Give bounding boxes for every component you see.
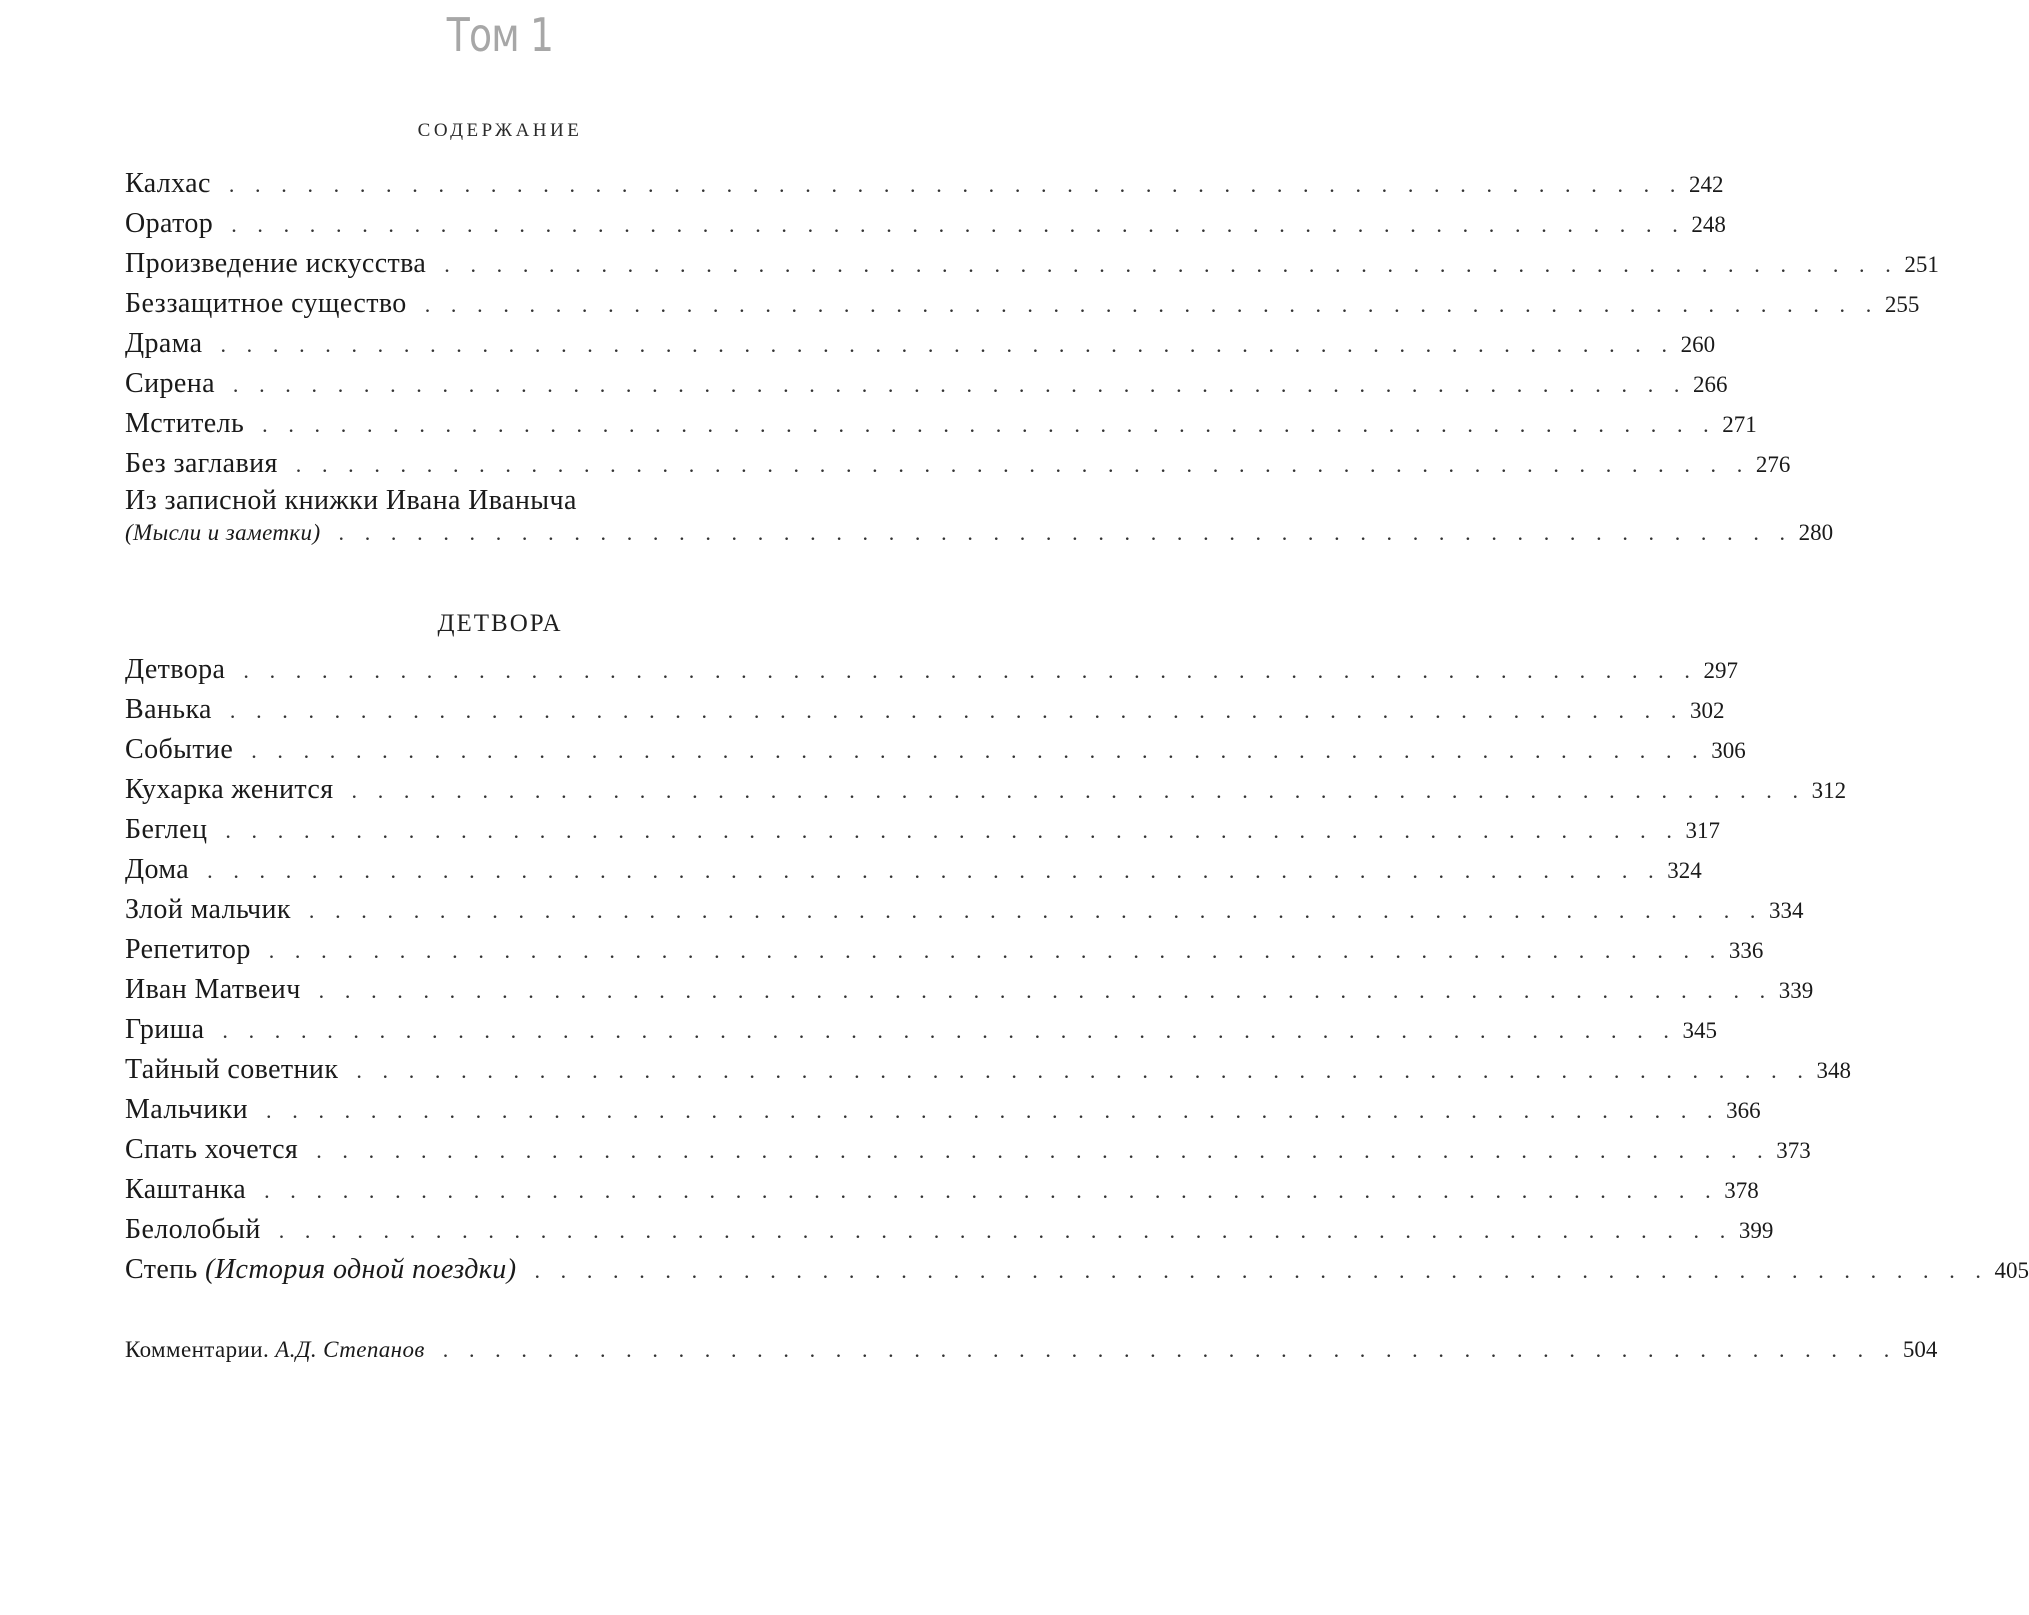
toc-entry-title: Без заглавия <box>125 448 278 479</box>
dot-leader: . . . . . . . . . . . . . . . . . . . . . . . . . . . . . . . . . . . . . . . . . . . . . . . . . . . . . . . . <box>220 332 1675 357</box>
commentary-section <box>125 1330 1938 1370</box>
commentary-author: А.Д. Степанов <box>275 1337 425 1362</box>
dot-leader: . . . . . . . . . . . . . . . . . . . . . . . . . . . . . . . . . . . . . . . . . . . . . . . . . . . . . . . . <box>351 778 1806 803</box>
toc-entry-title: Каштанка <box>125 1174 247 1205</box>
dot-leader: . . . . . . . . . . . . . . . . . . . . . . . . . . . . . . . . . . . . . . . . . . . . . . . . . . . . . . . . <box>251 738 1706 763</box>
toc-entry-title: Мальчики <box>125 1094 249 1125</box>
toc-entry[interactable] <box>125 164 1724 204</box>
dot-leader: . . . . . . . . . . . . . . . . . . . . . . . . . . . . . . . . . . . . . . . . . . . . . . . . . . . . . . . . <box>338 520 1793 545</box>
toc-entry-subtitle: (История одной поездки) <box>205 1254 517 1285</box>
toc-section-two <box>125 650 2029 1290</box>
toc-entry[interactable] <box>125 690 1725 730</box>
toc-entry-title: Событие <box>125 734 234 765</box>
dot-leader: . . . . . . . . . . . . . . . . . . . . . . . . . . . . . . . . . . . . . . . . . . . . . . . . . . . . . . . . <box>264 1178 1719 1203</box>
toc-entry-title-group <box>125 1330 425 1370</box>
dot-leader: . . . . . . . . . . . . . . . . . . . . . . . . . . . . . . . . . . . . . . . . . . . . . . . . . . . . . . . . <box>278 1218 1733 1243</box>
toc-entry-title-group <box>125 1250 516 1290</box>
toc-entry[interactable] <box>125 810 1720 850</box>
toc-entry[interactable] <box>125 1250 2029 1290</box>
toc-entry[interactable] <box>125 1210 1774 1250</box>
volume-title: Том 1 <box>446 8 554 62</box>
toc-entry-title: Иван Матвеич <box>125 974 301 1005</box>
toc-entry[interactable] <box>125 404 1757 444</box>
toc-entry-title: Злой мальчик <box>125 894 291 925</box>
toc-entry[interactable] <box>125 970 1814 1010</box>
dot-leader: . . . . . . . . . . . . . . . . . . . . . . . . . . . . . . . . . . . . . . . . . . . . . . . . . . . . . . . . <box>231 212 1686 237</box>
toc-entry-page: 242 <box>1688 172 1724 197</box>
dot-leader: . . . . . . . . . . . . . . . . . . . . . . . . . . . . . . . . . . . . . . . . . . . . . . . . . . . . . . . . <box>424 292 1879 317</box>
dot-leader: . . . . . . . . . . . . . . . . . . . . . . . . . . . . . . . . . . . . . . . . . . . . . . . . . . . . . . . . <box>228 172 1683 197</box>
toc-entry[interactable] <box>125 770 1847 810</box>
toc-entry-page: 248 <box>1691 212 1726 237</box>
dot-leader: . . . . . . . . . . . . . . . . . . . . . . . . . . . . . . . . . . . . . . . . . . . . . . . . . . . . . . . . <box>232 372 1688 397</box>
toc-entry-page: 348 <box>1816 1058 1851 1083</box>
toc-entry-page: 317 <box>1685 818 1720 843</box>
dot-leader: . . . . . . . . . . . . . . . . . . . . . . . . . . . . . . . . . . . . . . . . . . . . . . . . . . . . . . . . <box>222 1018 1677 1043</box>
toc-entry[interactable] <box>125 204 1726 244</box>
toc-entry-title: Гриша <box>125 1014 205 1045</box>
toc-entry[interactable] <box>125 650 1738 690</box>
toc-entry-page: 280 <box>1798 520 1834 545</box>
toc-entry-multiline[interactable] <box>125 484 1834 554</box>
toc-entry-page: 336 <box>1728 938 1764 963</box>
toc-entry-title: Мститель <box>125 408 245 439</box>
toc-entry[interactable] <box>125 1130 1811 1170</box>
toc-entry-title: Белолобый <box>125 1214 261 1245</box>
toc-entry[interactable] <box>125 244 1939 284</box>
dot-leader: . . . . . . . . . . . . . . . . . . . . . . . . . . . . . . . . . . . . . . . . . . . . . . . . . . . . . . . . <box>356 1058 1811 1083</box>
dot-leader: . . . . . . . . . . . . . . . . . . . . . . . . . . . . . . . . . . . . . . . . . . . . . . . . . . . . . . . . <box>318 978 1773 1003</box>
dot-leader: . . . . . . . . . . . . . . . . . . . . . . . . . . . . . . . . . . . . . . . . . . . . . . . . . . . . . . . . <box>316 1138 1771 1163</box>
toc-entry-title: Из записной книжки Ивана Иваныча <box>125 485 577 516</box>
toc-entry-page: 312 <box>1811 778 1847 803</box>
dot-leader: . . . . . . . . . . . . . . . . . . . . . . . . . . . . . . . . . . . . . . . . . . . . . . . . . . . . . . . . <box>225 818 1680 843</box>
toc-entry-page: 378 <box>1724 1178 1759 1203</box>
toc-entry-page: 339 <box>1778 978 1814 1003</box>
toc-entry[interactable] <box>125 364 1728 404</box>
toc-entry-page: 504 <box>1902 1337 1938 1362</box>
toc-section-one <box>125 164 1939 554</box>
toc-entry[interactable] <box>125 1050 1851 1090</box>
toc-entry-subtitle-row <box>125 518 1834 554</box>
dot-leader: . . . . . . . . . . . . . . . . . . . . . . . . . . . . . . . . . . . . . . . . . . . . . . . . . . . . . . . . <box>308 898 1764 923</box>
toc-entry-page: 260 <box>1680 332 1716 357</box>
toc-entry-title: Репетитор <box>125 934 251 965</box>
toc-entry-page: 251 <box>1904 252 1939 277</box>
toc-entry[interactable] <box>125 444 1791 484</box>
toc-entry-title: Произведение искусства <box>125 248 427 279</box>
toc-entry[interactable] <box>125 1170 1759 1210</box>
toc-entry-page: 255 <box>1884 292 1920 317</box>
toc-entry[interactable] <box>125 1010 1718 1050</box>
toc-entry-title: Тайный советник <box>125 1054 339 1085</box>
toc-entry-title: Драма <box>125 328 203 359</box>
toc-entry-title: Оратор <box>125 208 214 239</box>
dot-leader: . . . . . . . . . . . . . . . . . . . . . . . . . . . . . . . . . . . . . . . . . . . . . . . . . . . . . . . . <box>295 452 1750 477</box>
dot-leader: . . . . . . . . . . . . . . . . . . . . . . . . . . . . . . . . . . . . . . . . . . . . . . . . . . . . . . . . <box>442 1337 1897 1362</box>
dot-leader: . . . . . . . . . . . . . . . . . . . . . . . . . . . . . . . . . . . . . . . . . . . . . . . . . . . . . . . . <box>266 1098 1721 1123</box>
toc-entry-page: 276 <box>1755 452 1791 477</box>
toc-entry[interactable] <box>125 730 1746 770</box>
dot-leader: . . . . . . . . . . . . . . . . . . . . . . . . . . . . . . . . . . . . . . . . . . . . . . . . . . . . . . . . <box>243 658 1698 683</box>
toc-entry-title: Ванька <box>125 694 212 725</box>
toc-entry-page: 334 <box>1769 898 1804 923</box>
dot-leader: . . . . . . . . . . . . . . . . . . . . . . . . . . . . . . . . . . . . . . . . . . . . . . . . . . . . . . . . <box>444 252 1899 277</box>
toc-entry[interactable] <box>125 850 1702 890</box>
toc-entry[interactable] <box>125 324 1716 364</box>
toc-entry-title: Сирена <box>125 368 215 399</box>
toc-entry-title: Дома <box>125 854 190 885</box>
toc-entry-page: 366 <box>1726 1098 1761 1123</box>
dot-leader: . . . . . . . . . . . . . . . . . . . . . . . . . . . . . . . . . . . . . . . . . . . . . . . . . . . . . . . . <box>268 938 1723 963</box>
toc-entry-page: 297 <box>1703 658 1738 683</box>
toc-entry[interactable] <box>125 1090 1761 1130</box>
toc-entry-page: 266 <box>1693 372 1728 397</box>
toc-entry-page: 271 <box>1722 412 1757 437</box>
dot-leader: . . . . . . . . . . . . . . . . . . . . . . . . . . . . . . . . . . . . . . . . . . . . . . . . . . . . . . . . <box>229 698 1684 723</box>
toc-entry-title: Степь <box>125 1254 198 1285</box>
toc-entry-page: 306 <box>1711 738 1746 763</box>
toc-entry-title: Калхас <box>125 168 211 199</box>
toc-entry-title: Беглец <box>125 814 208 845</box>
toc-entry-subtitle: (Мысли и заметки) <box>125 520 321 545</box>
toc-entry-page: 345 <box>1682 1018 1718 1043</box>
section-heading-detvora: ДЕТВОРА <box>437 610 563 637</box>
toc-entry-title: Спать хочется <box>125 1134 299 1165</box>
toc-entry[interactable] <box>125 930 1764 970</box>
toc-entry-page: 373 <box>1776 1138 1811 1163</box>
commentary-label: Комментарии. <box>125 1337 270 1362</box>
toc-entry[interactable] <box>125 890 1804 930</box>
toc-entry-page: 302 <box>1689 698 1725 723</box>
dot-leader: . . . . . . . . . . . . . . . . . . . . . . . . . . . . . . . . . . . . . . . . . . . . . . . . . . . . . . . . <box>207 858 1662 883</box>
toc-entry[interactable] <box>125 284 1920 324</box>
toc-entry-page: 324 <box>1667 858 1702 883</box>
toc-entry-title: Беззащитное существо <box>125 288 407 319</box>
dot-leader: . . . . . . . . . . . . . . . . . . . . . . . . . . . . . . . . . . . . . . . . . . . . . . . . . . . . . . . . <box>534 1258 1989 1283</box>
toc-entry-title: Кухарка женится <box>125 774 334 805</box>
toc-entry-title: Детвора <box>125 654 226 685</box>
toc-entry-commentary[interactable] <box>125 1330 1938 1370</box>
toc-entry-page: 405 <box>1994 1258 2029 1283</box>
contents-heading: СОДЕРЖАНИЕ <box>417 120 583 141</box>
dot-leader: . . . . . . . . . . . . . . . . . . . . . . . . . . . . . . . . . . . . . . . . . . . . . . . . . . . . . . . . <box>262 412 1717 437</box>
toc-entry-page: 399 <box>1738 1218 1774 1243</box>
